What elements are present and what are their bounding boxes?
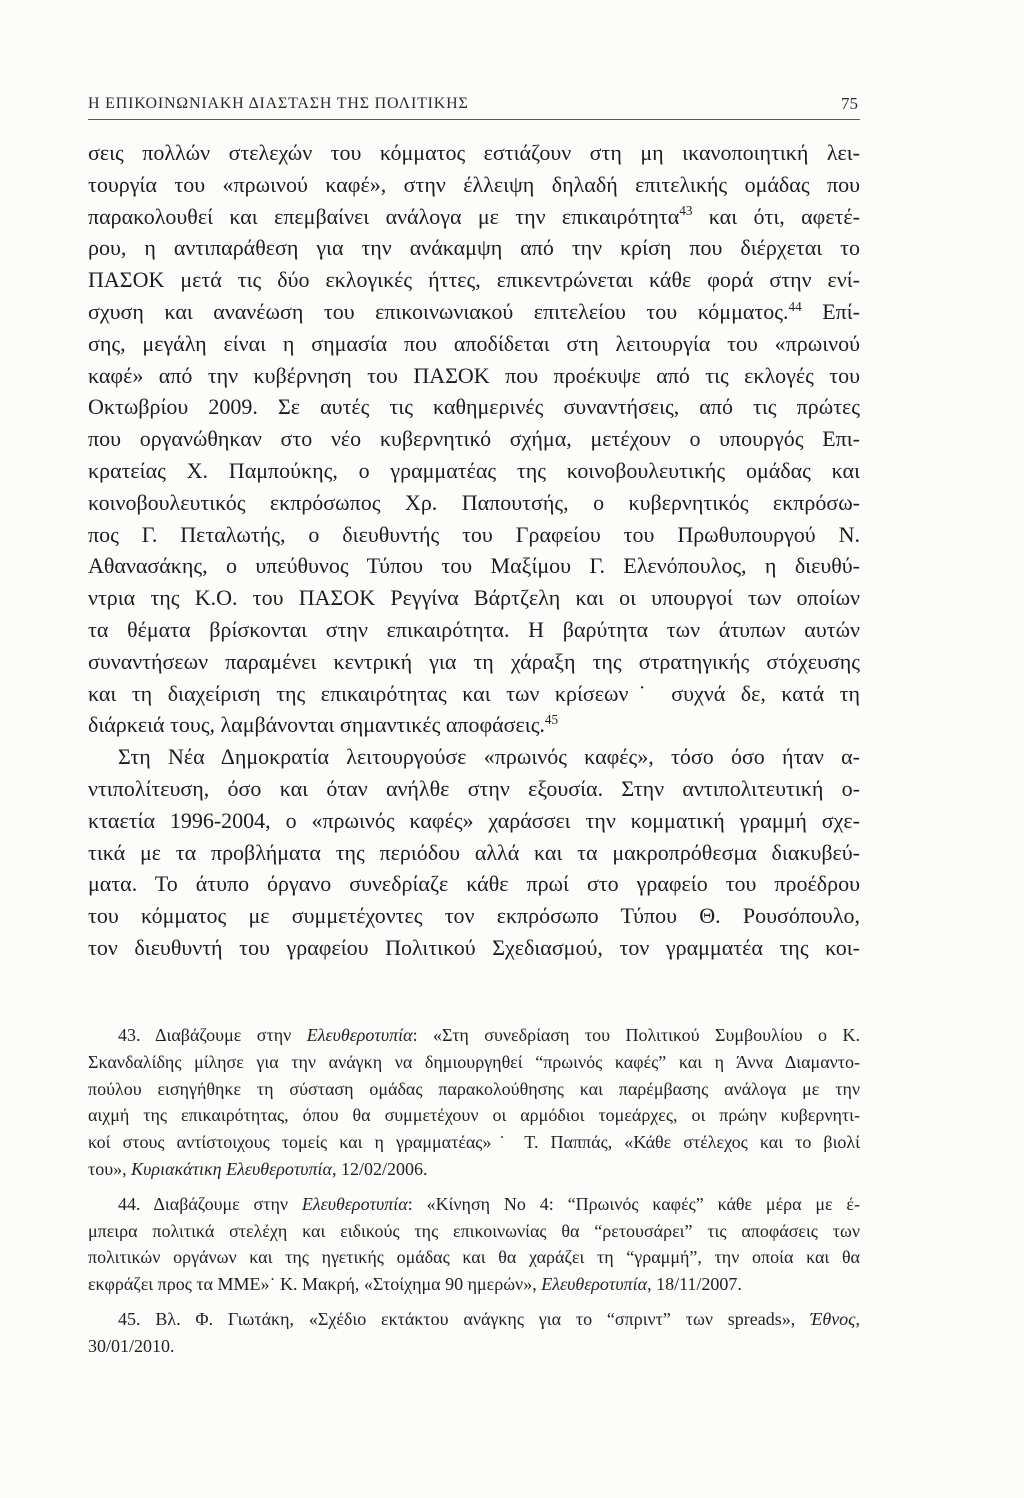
text-run: : «Στη συνεδρίαση του Πολιτικού Συμβουλίου ο Κ. bbox=[412, 1025, 860, 1045]
text-run: Στη Νέα Δημοκρατία λειτουργούσε «πρωινός καφές», τόσο όσο ήταν α- bbox=[118, 744, 860, 770]
italic-citation: Ελευθεροτυπία bbox=[306, 1025, 413, 1045]
text-run: μπειρα πολιτικά στελέχη και ειδικούς της επικοινωνίας θα “ρετουσάρει” τις αποφάσεις των bbox=[88, 1220, 860, 1241]
text-run: κοί στους αντίστοιχους τομείς και η γραμματέας»˙ Τ. Παππάς, «Κάθε στέλεχος και το βιολί bbox=[88, 1132, 860, 1153]
body-line bbox=[88, 614, 860, 646]
text-run: 45. Βλ. Φ. Γιωτάκη, «Σχέδιο εκτάκτου ανάγκης για το “σπριντ” των spreads», bbox=[118, 1308, 811, 1329]
body-line bbox=[88, 137, 860, 169]
body-line bbox=[88, 519, 860, 551]
body-line bbox=[88, 709, 860, 741]
italic-citation: Ελευθεροτυπία bbox=[541, 1274, 648, 1295]
body-line bbox=[88, 455, 860, 487]
footnote bbox=[88, 1191, 860, 1298]
text-run: πούλου εισηγήθηκε τη σύσταση ομάδας παρακολούθησης και παρέμβασης ανάλογα με την bbox=[88, 1078, 860, 1099]
text-run: , 18/11/2007. bbox=[647, 1274, 742, 1295]
italic-citation: Κυριακάτικη Ελευθεροτυπία bbox=[131, 1158, 333, 1179]
body-line bbox=[88, 805, 860, 837]
footnote-line bbox=[88, 1156, 860, 1183]
footnotes bbox=[88, 1022, 860, 1360]
text-run: τικά με τα προβλήματα της περιόδου αλλά και τα μακροπρόθεσμα διακυβεύ- bbox=[88, 839, 860, 865]
text-run: Οκτωβρίου 2009. Σε αυτές τις καθημερινές συναντήσεις, από τις πρώτες bbox=[88, 394, 860, 420]
footnote-line bbox=[88, 1076, 860, 1103]
footnote-ref: 45 bbox=[544, 712, 559, 728]
text-run: και ότι, αφετέ- bbox=[692, 203, 861, 229]
body-line bbox=[88, 646, 860, 678]
body-line bbox=[88, 296, 860, 328]
text-run: τουργία του «πρωινού καφέ», στην έλλειψη δηλαδή επιτελικής ομάδας που bbox=[88, 171, 860, 197]
text-run: του», bbox=[88, 1158, 132, 1179]
text-run: παρακολουθεί και επεμβαίνει ανάλογα με την επικαιρότητα bbox=[88, 203, 680, 229]
footnote-line bbox=[88, 1306, 860, 1333]
text-run: ματα. Το άτυπο όργανο συνεδρίαζε κάθε πρωί στο γραφείο του προέδρου bbox=[88, 871, 860, 897]
text-run: ΠΑΣΟΚ μετά τις δύο εκλογικές ήττες, επικεντρώνεται κάθε φορά στην ενί- bbox=[88, 267, 860, 293]
text-run: Αθανασάκης, ο υπεύθυνος Τύπου του Μαξίμου Γ. Ελενόπουλος, η διευθύ- bbox=[88, 553, 860, 579]
text-run: σεις πολλών στελεχών του κόμματος εστιάζουν στη μη ικανοποιητική λει- bbox=[88, 140, 860, 165]
body-line bbox=[88, 773, 860, 805]
body-line bbox=[88, 360, 860, 392]
body-line bbox=[88, 678, 860, 710]
footnote-line bbox=[88, 1129, 860, 1156]
text-run: 43. Διαβάζουμε στην bbox=[118, 1025, 307, 1045]
body-line bbox=[88, 169, 860, 201]
running-head bbox=[88, 92, 860, 116]
footnote-line bbox=[88, 1333, 860, 1360]
running-title: Η ΕΠΙΚΟΙΝΩΝΙΑΚΗ ΔΙΑΣΤΑΣΗ ΤΗΣ ΠΟΛΙΤΙΚΗΣ bbox=[88, 95, 469, 112]
footnote bbox=[88, 1306, 860, 1360]
footnote-line bbox=[88, 1191, 860, 1218]
text-run: ρου, η αντιπαράθεση για την ανάκαμψη από την κρίση που διέρχεται το bbox=[88, 235, 860, 261]
footnote-line bbox=[88, 1271, 860, 1298]
text-run: του κόμματος με συμμετέχοντες τον εκπρόσωπο Τύπου Θ. Ρουσόπουλο, bbox=[88, 903, 860, 929]
paragraph bbox=[88, 137, 860, 741]
text-run: κοινοβουλευτικός εκπρόσωπος Χρ. Παπουτσής, ο κυβερνητικός εκπρόσω- bbox=[88, 489, 860, 515]
text-run: σης, μεγάλη είναι η σημασία που αποδίδεται στη λειτουργία του «πρωινού bbox=[88, 330, 860, 356]
body-line bbox=[88, 837, 860, 869]
text-run: που οργανώθηκαν στο νέο κυβερνητικό σχήμα, μετέχουν ο υπουργός Επι- bbox=[88, 426, 860, 452]
body-line bbox=[88, 391, 860, 423]
text-run: τα θέματα βρίσκονται στην επικαιρότητα. Η βαρύτητα των άτυπων αυτών bbox=[88, 616, 860, 642]
text-run: : «Κίνηση Νο 4: “Πρωινός καφές” κάθε μέρα με έ- bbox=[407, 1193, 860, 1214]
text-run: κταετία 1996-2004, ο «πρωινός καφές» χαράσσει την κομματική γραμμή σχε- bbox=[88, 807, 860, 833]
body-line bbox=[88, 741, 860, 773]
body-line bbox=[88, 232, 860, 264]
body-line bbox=[88, 423, 860, 455]
text-run: ντιπολίτευση, όσο και όταν ανήλθε στην εξουσία. Στην αντιπολιτευτική ο- bbox=[88, 775, 860, 801]
page-number: 75 bbox=[841, 94, 858, 113]
footnote-line bbox=[88, 1102, 860, 1129]
text-run: τον διευθυντή του γραφείου Πολιτικού Σχεδιασμού, τον γραμματέα της κοι- bbox=[88, 934, 860, 960]
text-run: διάρκειά τους, λαμβάνονται σημαντικές αποφάσεις. bbox=[88, 712, 545, 738]
text-run: 30/01/2010. bbox=[88, 1335, 175, 1356]
footnote-ref: 43 bbox=[679, 203, 693, 219]
italic-citation: Ελευθεροτυπία bbox=[301, 1193, 408, 1214]
text-run: και τη διαχείριση της επικαιρότητας και των κρίσεων˙ συχνά δε, κατά τη bbox=[88, 680, 860, 706]
text-run: ντρια της Κ.Ο. του ΠΑΣΟΚ Ρεγγίνα Βάρτζελη και οι υπουργοί των οποίων bbox=[88, 585, 860, 611]
text-run: πος Γ. Πεταλωτής, ο διευθυντής του Γραφείου του Πρωθυπουργού Ν. bbox=[88, 521, 860, 547]
text-run: πολιτικών οργάνων και της ηγετικής ομάδας και θα χαράζει τη “γραμμή”, την οποία και θα bbox=[88, 1247, 860, 1268]
text-run: Επί- bbox=[801, 298, 860, 324]
paragraph bbox=[88, 741, 860, 964]
text-run: εκφράζει προς τα ΜΜΕ»˙ Κ. Μακρή, «Στοίχημα 90 ημερών», bbox=[88, 1274, 542, 1295]
body-text bbox=[88, 137, 860, 964]
footnote-line bbox=[88, 1022, 860, 1049]
footnote-line bbox=[88, 1244, 860, 1271]
body-line bbox=[88, 900, 860, 932]
text-run: σχυση και ανανέωση του επικοινωνιακού επιτελείου του κόμματος. bbox=[88, 298, 789, 324]
body-line bbox=[88, 264, 860, 296]
body-line bbox=[88, 550, 860, 582]
footnote-ref: 44 bbox=[788, 298, 802, 314]
text-run: κρατείας Χ. Παμπούκης, ο γραμματέας της κοινοβουλευτικής ομάδας και bbox=[88, 457, 860, 483]
header-rule bbox=[88, 119, 860, 120]
italic-citation: Έθνος bbox=[810, 1308, 856, 1329]
text-run: καφέ» από την κυβέρνηση του ΠΑΣΟΚ που προέκυψε από τις εκλογές του bbox=[88, 362, 860, 388]
text-run: , bbox=[855, 1308, 860, 1329]
text-run: Σκανδαλίδης μίλησε για την ανάγκη να δημιουργηθεί “πρωινός καφές” και η Άννα Διαμαντο- bbox=[88, 1051, 860, 1072]
body-line bbox=[88, 582, 860, 614]
body-line bbox=[88, 868, 860, 900]
footnote-line bbox=[88, 1049, 860, 1076]
text-run: αιχμή της επικαιρότητας, όπου θα συμμετέχουν οι αρμόδιοι τομεάρχες, οι πρώην κυβερνητι- bbox=[88, 1105, 860, 1126]
footnote-line bbox=[88, 1218, 860, 1245]
body-line bbox=[88, 932, 860, 964]
text-run: 44. Διαβάζουμε στην bbox=[118, 1193, 302, 1214]
body-line bbox=[88, 328, 860, 360]
text-run: , 12/02/2006. bbox=[332, 1158, 428, 1179]
body-line bbox=[88, 487, 860, 519]
footnote bbox=[88, 1022, 860, 1183]
text-run: συναντήσεων παραμένει κεντρική για τη χάραξη της στρατηγικής στόχευσης bbox=[88, 648, 860, 674]
body-line bbox=[88, 201, 860, 233]
